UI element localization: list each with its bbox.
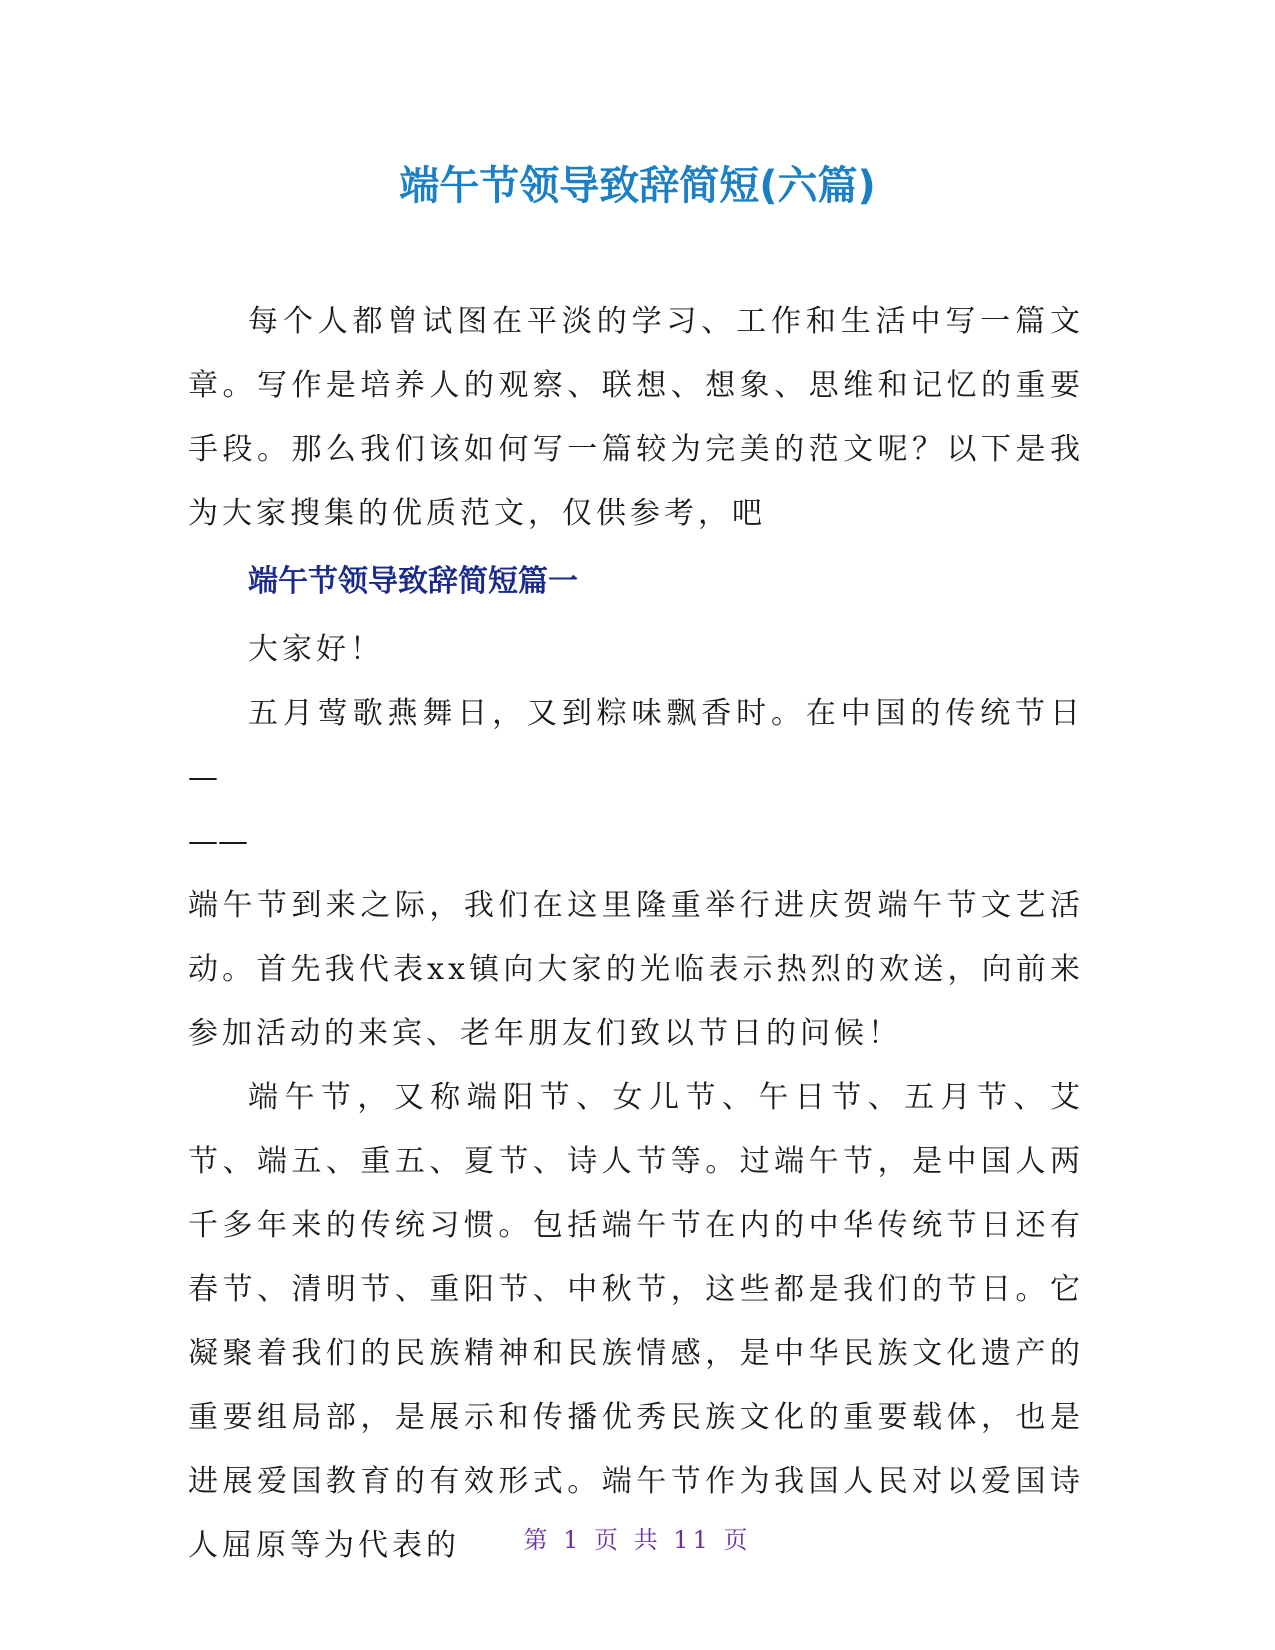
page-number-footer: 第 1 页 共 11 页 [523, 1526, 752, 1554]
paragraph-1-body: 端午节到来之际，我们在这里隆重举行进庆贺端午节文艺活动。首先我代表xx镇向大家的光临表示热烈的欢送，向前来参加活动的来宾、老年朋友们致以节日的问候！ [188, 888, 1084, 1051]
document-body [188, 290, 1084, 1578]
intro-paragraph: 每个人都曾试图在平淡的学习、工作和生活中写一篇文章。写作是培养人的观察、联想、想象、思维和记忆的重要手段。那么我们该如何写一篇较为完美的范文呢？以下是我为大家搜集的优质范文，仅供参考，吧 [188, 304, 1084, 531]
page-title: 端午节领导致辞简短(六篇) [399, 163, 876, 209]
section-heading: 端午节领导致辞简短篇一 [248, 564, 578, 599]
paragraph-1-dash-line: —— [188, 824, 248, 859]
greeting-paragraph: 大家好！ [248, 632, 384, 667]
paragraph-2: 端午节，又称端阳节、女儿节、午日节、五月节、艾节、端五、重五、夏节、诗人节等。过端午节，是中国人两千多年来的传统习惯。包括端午节在内的中华传统节日还有春节、清明节、重阳节、中秋节，这些都是我们的节日。它凝聚着我们的民族精神和民族情感，是中华民族文化遗产的重要组局部，是展示和传播优秀民族文化的重要载体，也是进展爱国教育的有效形式。端午节作为我国人民对以爱国诗人屈原等为代表的 [188, 1080, 1084, 1563]
paragraph-1-first-line: 五月莺歌燕舞日，又到粽味飘香时。在中国的传统节日— [188, 696, 1084, 795]
